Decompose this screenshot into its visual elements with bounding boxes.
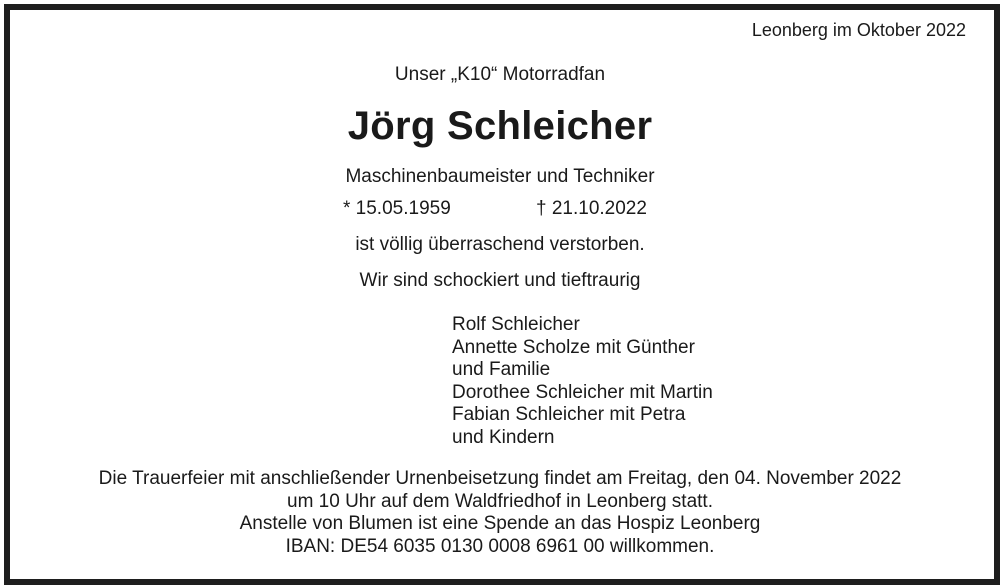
death-message: ist völlig überraschend verstorben.: [355, 234, 645, 255]
notice-line: um 10 Uhr auf dem Waldfriedhof in Leonberg statt.: [287, 490, 713, 512]
funeral-notice: [0, 468, 1000, 558]
mourner-line: Dorothee Schleicher mit Martin: [452, 381, 713, 403]
notice-line: Anstelle von Blumen ist eine Spende an das Hospiz Leonberg: [239, 513, 761, 535]
mourner-line: Fabian Schleicher mit Petra: [452, 404, 686, 426]
mourner-line: und Kindern: [452, 426, 555, 448]
deceased-profession: Maschinenbaumeister und Techniker: [345, 166, 655, 187]
deceased-name: Jörg Schleicher: [347, 104, 653, 148]
mourner-line: und Familie: [452, 359, 551, 381]
mourner-line: Annette Scholze mit Günther: [452, 336, 695, 358]
place-date: Leonberg im Oktober 2022: [751, 20, 966, 40]
notice-line: IBAN: DE54 6035 0130 0008 6961 00 willkommen.: [285, 535, 715, 557]
mourning-message: Wir sind schockiert und tieftraurig: [359, 270, 641, 291]
death-date: † 21.10.2022: [536, 198, 647, 219]
birth-date: * 15.05.1959: [343, 198, 451, 219]
mourner-line: Rolf Schleicher: [452, 314, 580, 335]
notice-line: Die Trauerfeier mit anschließender Urnenbeisetzung findet am Freitag, den 04. November 2022: [98, 468, 902, 489]
intro-line: Unser „K10“ Motorradfan: [394, 64, 606, 85]
mourners-list: [452, 314, 713, 450]
